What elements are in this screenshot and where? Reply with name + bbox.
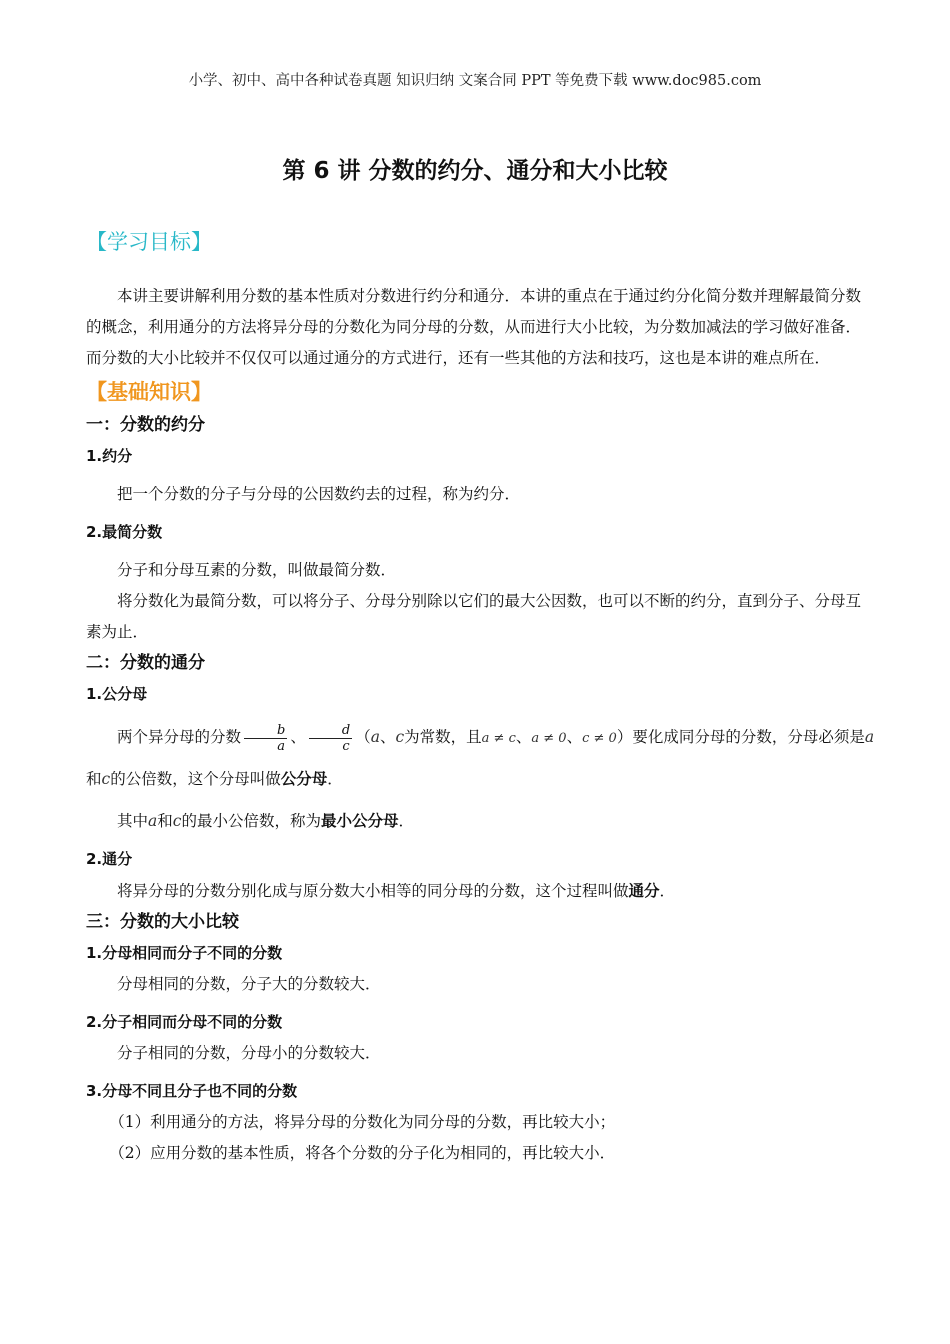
section-2-title: 二：分数的通分 [86,653,205,673]
basic-knowledge-heading: 【基础知识】 [86,380,212,404]
page-title: 第 6 讲 分数的约分、通分和大小比较 [282,158,668,184]
learning-goal-text: 本讲主要讲解利用分数的基本性质对分数进行约分和通分．本讲的重点在于通过约分化简分数并理解最简分数的概念，利用通分的方法将异分母的分数化为同分母的分数，从而进行大小比较，为分数加减法的学习做好准备．而分数的大小比较并不仅仅可以通过通分的方式进行，还有一些其他的方法和技巧，这也是本讲的难点所在． [86,287,862,367]
paragraph: 将分数化为最简分数，可以将分子、分母分别除以它们的最大公因数，也可以不断的约分，直到分子、分母互素为止． [86,592,862,641]
list-item: （2）应用分数的基本性质，将各个分数的分子化为相同的，再比较大小． [109,1144,616,1162]
fraction-d-over-c: $\frac{d}{c}$ [309,723,352,754]
paragraph-tongfen: 将异分母的分数分别化成与原分数大小相等的同分母的分数，这个过程叫做通分． [117,881,676,900]
learning-goal-heading: 【学习目标】 [86,230,212,254]
subsection-title: 1.分母相同而分子不同的分数 [86,944,283,962]
subsection-title: 1.约分 [86,447,133,465]
paragraph: 把一个分数的分子与分母的公因数约去的过程，称为约分． [117,485,521,503]
subsection-title: 1.公分母 [86,685,148,703]
page-header: 小学、初中、高中各种试卷真题 知识归纳 文案合同 PPT 等免费下载 www.doc985.com [188,73,762,89]
subsection-title: 2.通分 [86,850,133,868]
subsection-title: 3.分母不同且分子也不同的分数 [86,1082,298,1100]
paragraph-least-common-denominator: 其中a和c的最小公倍数，称为最小公分母． [117,811,415,830]
paragraph-common-denominator: 两个异分母的分数 $\frac{b}{a}$ 、 $\frac{d}{c}$ （a、c为常数，且a ≠ c、a ≠ 0、c ≠ 0）要化成同分母的分数，分母必须是a和c的公倍数，这个分母叫做公分母． [86,722,875,788]
fraction-b-over-a: $\frac{b}{a}$ [244,723,287,754]
paragraph: 分母相同的分数，分子大的分数较大． [117,975,381,993]
subsection-title: 2.最简分数 [86,523,163,541]
document-body [86,281,876,1169]
paragraph: 分子和分母互素的分数，叫做最简分数． [117,561,397,579]
subsection-title: 2.分子相同而分母不同的分数 [86,1013,283,1031]
section-3-title: 三：分数的大小比较 [86,912,239,932]
paragraph: 分子相同的分数，分母小的分数较大． [117,1044,381,1062]
list-item: （1）利用通分的方法，将异分母的分数化为同分母的分数，再比较大小； [109,1113,616,1131]
section-1-title: 一：分数的约分 [86,415,205,435]
